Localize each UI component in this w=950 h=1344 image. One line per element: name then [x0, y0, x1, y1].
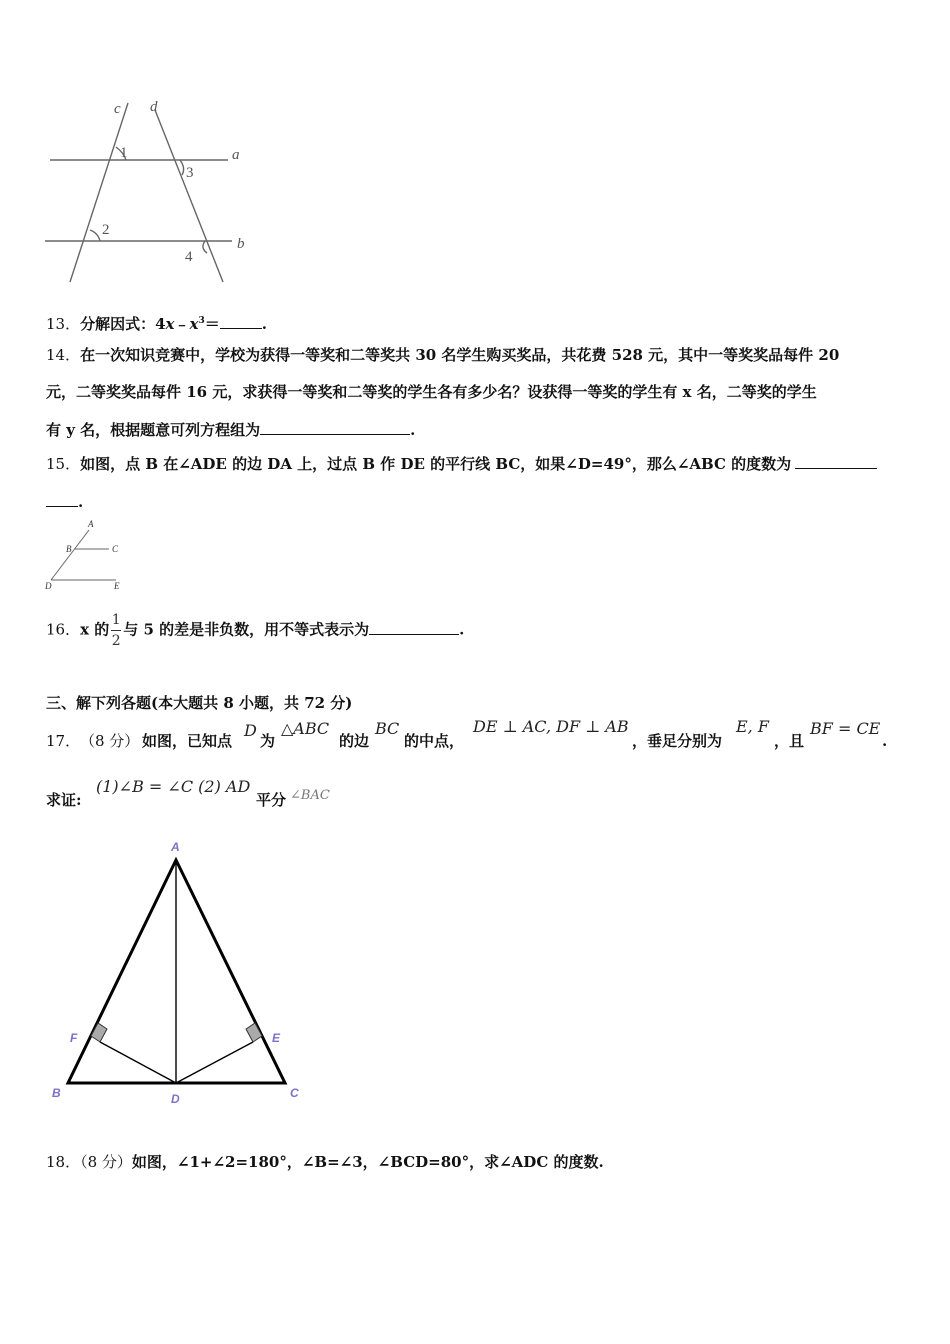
expr-equals: ＝ — [204, 315, 220, 333]
question-17-text-5: ，垂足分别为 — [632, 732, 723, 750]
question-13 — [46, 311, 267, 334]
answer-blank[interactable] — [795, 454, 877, 469]
expr-coef: 4 — [155, 315, 166, 333]
question-17-line-1 — [46, 717, 926, 757]
math-side-bc: BC — [375, 719, 400, 738]
question-14-text-1: 在一次知识竞赛中，学校为获得一等奖和二等奖共 30 名学生购买奖品，共花费 528 元，其中一等奖奖品每件 20 — [80, 346, 840, 364]
question-14-end: . — [410, 421, 416, 439]
answer-blank[interactable] — [260, 420, 410, 435]
math-bf-equals-ce: BF = CE — [810, 719, 881, 738]
label-a: A — [88, 519, 94, 529]
parallel-lines-figure — [40, 95, 260, 290]
label-angle-2: 2 — [102, 222, 110, 238]
angle-ade-figure — [42, 518, 132, 593]
segment-df — [100, 1042, 176, 1083]
question-number: 18． — [46, 1153, 81, 1171]
label-d: D — [171, 1092, 180, 1106]
prove-label: 求证: — [46, 791, 82, 809]
label-e: E — [114, 581, 120, 591]
question-number: 13． — [46, 315, 81, 333]
label-c: c — [114, 101, 121, 117]
question-number: 15． — [46, 455, 81, 473]
question-17-text-6: ，且 — [774, 732, 805, 750]
expr-minus: ﹣ — [174, 315, 190, 333]
expr-exponent: 3 — [198, 316, 205, 326]
label-c: C — [112, 544, 119, 554]
fraction-bar — [111, 630, 121, 631]
question-14-line-2 — [46, 382, 817, 402]
question-18-text: 如图，∠1+∠2=180°，∠B=∠3，∠BCD=80°，求∠ADC 的度数. — [131, 1153, 604, 1171]
label-e: E — [272, 1031, 281, 1045]
fraction-one-half — [111, 612, 121, 649]
question-16-post: 与 5 的差是非负数，用不等式表示为 — [123, 620, 370, 639]
label-b: B — [66, 544, 72, 554]
question-17-text-1: 如图，已知点 — [142, 732, 233, 750]
angle-2-arc — [90, 230, 100, 241]
question-14-text-3: 有 y 名，根据题意可列方程组为 — [46, 421, 261, 439]
question-17-text-3: 的边 — [339, 732, 370, 750]
label-d: D — [45, 581, 52, 591]
question-score: （8 分） — [80, 732, 140, 750]
question-16 — [46, 612, 464, 649]
ray-da — [51, 530, 89, 580]
math-points-ef: E, F — [736, 717, 769, 736]
question-18 — [46, 1152, 604, 1172]
bisect-text: 平分 — [256, 791, 287, 809]
question-17-end: . — [882, 732, 888, 750]
line-c — [70, 103, 128, 282]
expr-x: x — [165, 315, 175, 333]
question-14-line-1 — [46, 345, 839, 365]
math-triangle-abc: △ABC — [281, 719, 330, 738]
question-number: 14． — [46, 346, 81, 364]
question-16-end: . — [459, 620, 465, 639]
question-number: 17． — [46, 732, 81, 750]
question-15-line-2 — [46, 492, 83, 512]
segment-de — [176, 1042, 253, 1083]
answer-blank-continued[interactable] — [46, 492, 78, 507]
section-3-title: 三、解下列各题(本大题共 8 小题，共 72 分) — [46, 694, 353, 712]
question-15 — [46, 454, 877, 474]
question-15-text: 如图，点 B 在∠ADE 的边 DA 上，过点 B 作 DE 的平行线 BC，如果∠D=49°，那么∠ABC 的度数为 — [80, 455, 792, 473]
question-17-text-2: 为 — [260, 732, 276, 750]
label-f: F — [70, 1031, 78, 1045]
question-14-text-2: 元，二等奖奖品每件 16 元，求获得一等奖和二等奖的学生各有多少名？设获得一等奖的学生有 x 名，二等奖的学生 — [46, 383, 817, 401]
angle-4-arc — [203, 241, 207, 253]
label-a: A — [171, 840, 180, 854]
question-14-line-3 — [46, 420, 415, 440]
label-b: b — [237, 236, 245, 252]
label-angle-3: 3 — [186, 165, 194, 181]
right-angle-mark-f — [91, 1023, 107, 1042]
question-17-text-4: 的中点， — [404, 732, 465, 750]
label-b: B — [52, 1086, 61, 1100]
question-score: （8 分） — [80, 1153, 132, 1171]
label-a: a — [232, 147, 240, 163]
math-prove-statements: (1)∠B = ∠C (2) AD — [96, 777, 251, 796]
question-number: 16． — [46, 620, 81, 639]
math-point-d: D — [244, 721, 257, 740]
expr-x-power: x — [189, 315, 199, 333]
fraction-denominator: 2 — [111, 633, 121, 649]
question-17-prove — [46, 777, 446, 807]
math-perpendicular: DE ⊥ AC, DF ⊥ AB — [473, 717, 629, 736]
triangle-abc-figure — [45, 835, 315, 1110]
right-angle-mark-e — [246, 1023, 262, 1042]
answer-blank[interactable] — [220, 314, 262, 329]
fraction-numerator: 1 — [111, 612, 121, 628]
math-angle-bac: ∠BAC — [290, 788, 330, 803]
question-15-end: . — [78, 493, 84, 511]
label-c: C — [290, 1086, 299, 1100]
question-16-pre: x 的 — [80, 620, 110, 639]
label-d: d — [150, 99, 158, 115]
label-angle-1: 1 — [120, 145, 128, 161]
question-13-end: . — [261, 315, 267, 333]
question-13-text: 分解因式： — [80, 315, 156, 333]
answer-blank[interactable] — [369, 620, 459, 635]
label-angle-4: 4 — [185, 249, 193, 265]
